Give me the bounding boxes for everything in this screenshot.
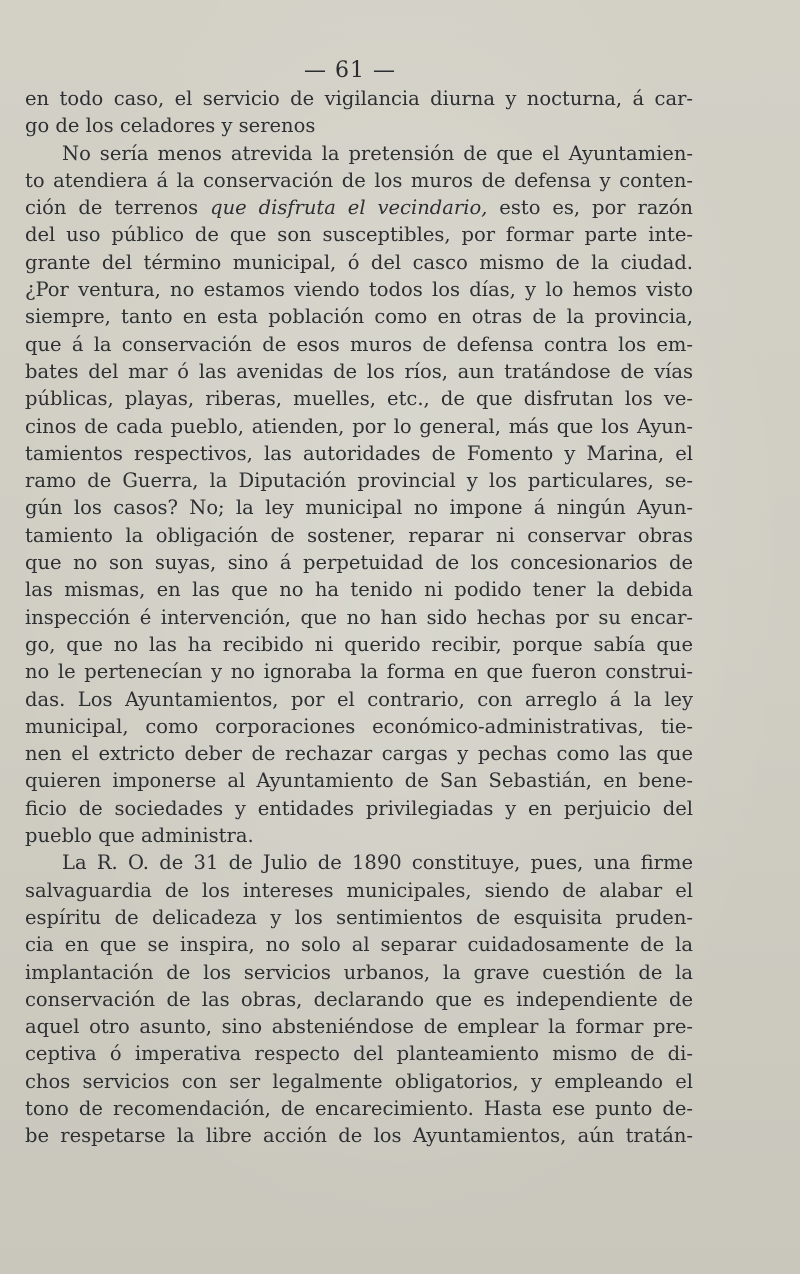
text-line: bates del mar ó las avenidas de los ríos, aun tratándose de vías — [25, 359, 693, 383]
text-line: gún los casos? No; la ley municipal no impone á ningún Ayun- — [25, 496, 693, 520]
text-line: siempre, tanto en esta población como en otras de la provincia, — [25, 305, 693, 329]
paragraph-start-line: La R. O. de 31 de Julio de 1890 constituye, pues, una firme — [62, 851, 693, 875]
text-span: ción de terrenos — [25, 196, 211, 220]
paragraph-start-line: No sería menos atrevida la pretensión de que el Ayuntamien- — [62, 141, 693, 165]
text-line: públicas, playas, riberas, muelles, etc., de que disfrutan los ve- — [25, 387, 693, 411]
text-line: inspección é intervención, que no han sido hechas por su encar- — [25, 605, 693, 629]
text-line: quieren imponerse al Ayuntamiento de San Sebastián, en bene- — [25, 769, 693, 793]
text-line: las mismas, en las que no ha tenido ni podido tener la debida — [25, 578, 693, 602]
text-line: ramo de Guerra, la Diputación provincial y los particulares, se- — [25, 469, 693, 493]
text-line: tamientos respectivos, las autoridades de Fomento y Marina, el — [25, 441, 693, 465]
text-line: en todo caso, el servicio de vigilancia diurna y nocturna, á car- — [25, 87, 693, 110]
italic-phrase: que disfruta el vecindario, — [210, 196, 488, 220]
text-line: cia en que se inspira, no solo al separar cuidadosamente de la — [25, 933, 693, 957]
text-line: ¿Por ventura, no estamos viendo todos los días, y lo hemos visto — [25, 278, 693, 302]
text-line: que no son suyas, sino á perpetuidad de los concesionarios de — [25, 551, 693, 575]
text-line: espíritu de delicadeza y los sentimientos de esquisita pruden- — [25, 905, 693, 929]
text-line-with-italic — [25, 194, 693, 221]
text-line: nen el extricto deber de rechazar cargas y pechas como las que — [25, 742, 693, 766]
text-line: to atendiera á la conservación de los muros de defensa y conten- — [25, 168, 693, 192]
text-line: go, que no las ha recibido ni querido recibir, porque sabía que — [25, 632, 693, 656]
text-line: tono de recomendación, de encarecimiento. Hasta ese punto de- — [25, 1096, 693, 1120]
text-line: conservación de las obras, declarando que es independiente de — [25, 987, 693, 1011]
text-line: municipal, como corporaciones económico-administrativas, tie- — [25, 714, 693, 738]
text-line: pueblo que administra. — [25, 824, 254, 848]
text-line: que á la conservación de esos muros de defensa contra los em- — [25, 332, 693, 356]
body-text — [25, 85, 693, 1150]
text-line: chos servicios con ser legalmente obligatorios, y empleando el — [25, 1069, 693, 1093]
text-line: salvaguardia de los intereses municipales, siendo de alabar el — [25, 878, 693, 902]
text-line: tamiento la obligación de sostener, reparar ni conservar obras — [25, 523, 693, 547]
text-line: go de los celadores y serenos — [25, 114, 316, 138]
text-line: ceptiva ó imperativa respecto del planteamiento mismo de di- — [25, 1042, 693, 1066]
text-line: be respetarse la libre acción de los Ayuntamientos, aún tratán- — [25, 1124, 693, 1148]
text-line: no le pertenecían y no ignoraba la forma en que fueron construi- — [25, 660, 693, 684]
text-span: esto es, por razón — [487, 196, 693, 220]
text-line: implantación de los servicios urbanos, la grave cuestión de la — [25, 960, 693, 984]
text-line: del uso público de que son susceptibles, por formar parte inte- — [25, 223, 693, 247]
text-line: ficio de sociedades y entidades privilegiadas y en perjuicio del — [25, 796, 693, 820]
text-line: grante del término municipal, ó del casco mismo de la ciudad. — [25, 250, 693, 274]
text-line: cinos de cada pueblo, atienden, por lo general, más que los Ayun- — [25, 414, 693, 438]
text-line: das. Los Ayuntamientos, por el contrario, con arreglo á la ley — [25, 687, 693, 711]
page-number: — 61 — — [304, 58, 396, 83]
text-line: aquel otro asunto, sino absteniéndose de emplear la formar pre- — [25, 1015, 693, 1039]
